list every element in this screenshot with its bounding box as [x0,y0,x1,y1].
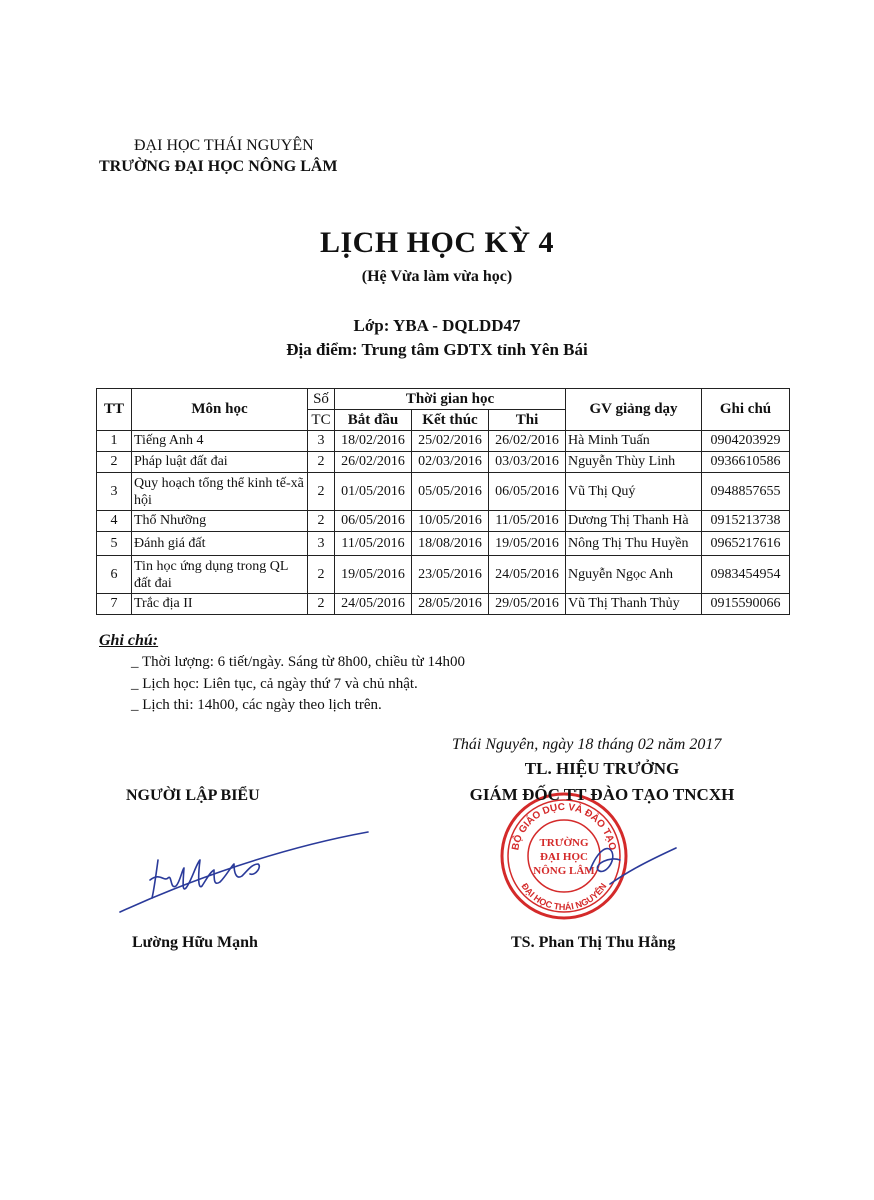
document-title: LỊCH HỌC KỲ 4 [319,226,555,259]
cell-start: 01/05/2016 [335,473,412,511]
cell-teacher: Vũ Thị Thanh Thủy [566,594,702,615]
cell-credits: 2 [308,452,335,473]
cell-subject: Đánh giá đất [132,532,308,556]
cell-subject: Quy hoạch tổng thể kinh tế-xã hội [132,473,308,511]
cell-teacher: Nguyễn Ngọc Anh [566,556,702,594]
cell-note: 0948857655 [702,473,790,511]
cell-tt: 7 [97,594,132,615]
schedule-table [96,388,790,615]
cell-tt: 2 [97,452,132,473]
cell-start: 26/02/2016 [335,452,412,473]
cell-tt: 4 [97,511,132,532]
cell-subject: Tin học ứng dụng trong QL đất đai [132,556,308,594]
cell-teacher: Nguyễn Thùy Linh [566,452,702,473]
signer-title-2: GIÁM ĐỐC TT ĐÀO TẠO TNCXH [469,785,735,804]
cell-subject: Trắc địa II [132,594,308,615]
cell-tt: 5 [97,532,132,556]
university-name: ĐẠI HỌC THÁI NGUYÊN [134,137,314,154]
cell-credits: 2 [308,511,335,532]
header-start: Bắt đầu [335,410,412,431]
cell-teacher: Vũ Thị Quý [566,473,702,511]
table-row [97,556,790,594]
seal-ring-text-bottom: ĐẠI HỌC THÁI NGUYÊN [519,881,609,913]
table-row [97,452,790,473]
note-item: _ Lịch học: Liên tục, cả ngày thứ 7 và chủ nhật. [131,676,418,692]
header-time: Thời gian học [335,389,566,410]
header-teacher: GV giảng dạy [566,389,702,431]
seal-center-2: ĐẠI HỌC [540,851,588,863]
cell-note: 0936610586 [702,452,790,473]
cell-subject: Thổ Nhưỡng [132,511,308,532]
seal-ring-text: BỘ GIÁO DỤC VÀ ĐÀO TẠO [510,801,618,852]
cell-exam: 19/05/2016 [489,532,566,556]
table-row [97,532,790,556]
cell-exam: 11/05/2016 [489,511,566,532]
cell-exam: 26/02/2016 [489,431,566,452]
header-end: Kết thúc [412,410,489,431]
cell-start: 24/05/2016 [335,594,412,615]
cell-end: 10/05/2016 [412,511,489,532]
class-line: Lớp: YBA - DQLDD47 [353,316,521,335]
signer-name: TS. Phan Thị Thu Hằng [511,934,676,951]
preparer-signature [110,820,380,920]
document-subtitle: (Hệ Vừa làm vừa học) [361,268,513,285]
cell-subject: Pháp luật đất đai [132,452,308,473]
signer-signature [580,830,680,890]
notes-heading: Ghi chú: [99,632,159,649]
cell-end: 23/05/2016 [412,556,489,594]
cell-credits: 3 [308,532,335,556]
cell-tt: 1 [97,431,132,452]
cell-credits: 2 [308,556,335,594]
header-note: Ghi chú [702,389,790,431]
header-credits-bottom: TC [308,410,335,431]
location-line: Địa điểm: Trung tâm GDTX tỉnh Yên Bái [286,340,588,359]
header-subject: Môn học [132,389,308,431]
cell-start: 19/05/2016 [335,556,412,594]
note-item: _ Lịch thi: 14h00, các ngày theo lịch trên. [131,697,382,713]
cell-note: 0983454954 [702,556,790,594]
cell-start: 11/05/2016 [335,532,412,556]
cell-end: 02/03/2016 [412,452,489,473]
signer-title-1: TL. HIỆU TRƯỞNG [524,759,680,778]
cell-subject: Tiếng Anh 4 [132,431,308,452]
preparer-name: Lường Hữu Mạnh [132,934,258,951]
table-row [97,594,790,615]
cell-exam: 03/03/2016 [489,452,566,473]
preparer-label: NGƯỜI LẬP BIỂU [126,787,260,804]
cell-note: 0915590066 [702,594,790,615]
cell-note: 0904203929 [702,431,790,452]
header-credits-top: Số [308,389,335,410]
cell-credits: 2 [308,594,335,615]
cell-end: 05/05/2016 [412,473,489,511]
cell-end: 25/02/2016 [412,431,489,452]
cell-tt: 6 [97,556,132,594]
date-line: Thái Nguyên, ngày 18 tháng 02 năm 2017 [452,736,722,753]
school-name: TRƯỜNG ĐẠI HỌC NÔNG LÂM [99,158,338,175]
cell-teacher: Dương Thị Thanh Hà [566,511,702,532]
note-item: _ Thời lượng: 6 tiết/ngày. Sáng từ 8h00, chiều từ 14h00 [131,654,465,670]
cell-start: 06/05/2016 [335,511,412,532]
cell-credits: 3 [308,431,335,452]
cell-exam: 06/05/2016 [489,473,566,511]
seal-center-3: NÔNG LÂM [533,865,595,877]
seal-center-1: TRƯỜNG [539,837,589,849]
cell-end: 28/05/2016 [412,594,489,615]
table-row [97,431,790,452]
cell-credits: 2 [308,473,335,511]
table-row [97,473,790,511]
cell-note: 0915213738 [702,511,790,532]
cell-teacher: Hà Minh Tuấn [566,431,702,452]
cell-note: 0965217616 [702,532,790,556]
header-exam: Thi [489,410,566,431]
cell-exam: 29/05/2016 [489,594,566,615]
cell-start: 18/02/2016 [335,431,412,452]
table-row [97,511,790,532]
header-tt: TT [97,389,132,431]
cell-exam: 24/05/2016 [489,556,566,594]
cell-tt: 3 [97,473,132,511]
cell-teacher: Nông Thị Thu Huyền [566,532,702,556]
cell-end: 18/08/2016 [412,532,489,556]
